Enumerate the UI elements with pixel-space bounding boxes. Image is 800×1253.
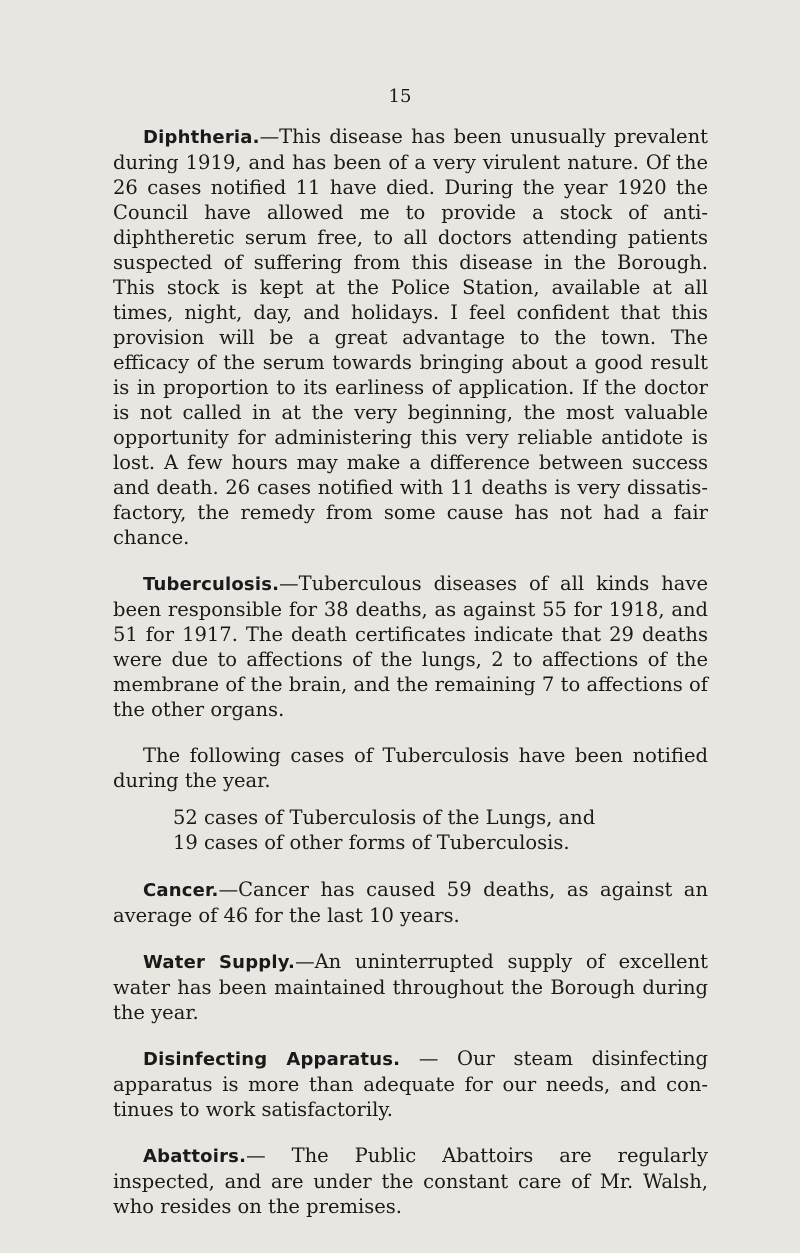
tuberculosis-heading: Tuberculosis. — [143, 574, 280, 595]
page-number: 15 — [388, 86, 412, 107]
list-item: 52 cases of Tuberculosis of the Lungs, and — [173, 806, 596, 829]
disinfecting-text: — Our steam disinfecting apparatus is more than adequate for our needs, and con-tinues to work satisfactorily. — [113, 1047, 708, 1121]
tuberculosis-notified-intro: The following cases of Tuberculosis have been notified during the year. — [113, 744, 708, 792]
tuberculosis-paragraph — [113, 571, 708, 722]
cancer-paragraph — [113, 877, 708, 928]
water-supply-heading: Water Supply. — [143, 952, 296, 973]
abattoirs-paragraph — [113, 1143, 708, 1219]
abattoirs-text: — The Public Abattoirs are regularly inspected, and are under the constant care of Mr. Walsh, who resides on the premises. — [113, 1144, 708, 1218]
tuberculosis-notified-list — [113, 805, 708, 855]
water-supply-paragraph — [113, 949, 708, 1025]
diphtheria-text: —This disease has been unusually prevalent during 1919, and has been of a very virulent nature. Of the 26 cases notified 11 have died. During the year 1920 the Council have allowed me to provide a stock of anti-diphtheretic serum free, to all doctors attending patients suspected of suffering from this disease in the Borough. This stock is kept at the Police Station, available at all times, night, day, and holidays. I feel confident that this provision will be a great advantage to the town. The efficacy of the serum towards bringing about a good result is in proportion to its earliness of application. If the doctor is not called in at the very beginning, the most valuable opportunity for administering this very reliable antidote is lost. A few hours may make a difference between success and death. 26 cases notified with 11 deaths is very dissatis-factory, the remedy from some cause has not had a fair chance. — [113, 125, 708, 549]
disinfecting-heading: Disinfecting Apparatus. — [143, 1049, 401, 1070]
abattoirs-heading: Abattoirs. — [143, 1146, 247, 1167]
cancer-text: —Cancer has caused 59 deaths, as against an average of 46 for the last 10 years. — [113, 878, 708, 927]
document-body — [113, 124, 708, 1240]
diphtheria-paragraph — [113, 124, 708, 550]
tuberculosis-text: —Tuberculous diseases of all kinds have been responsible for 38 deaths, as against 55 for 1918, and 51 for 1917. The death certificates indicate that 29 deaths were due to affections of the lungs, 2 to affections of the membrane of the brain, and the remaining 7 to affections of the other organs. — [113, 572, 708, 721]
disinfecting-paragraph — [113, 1046, 708, 1122]
cancer-heading: Cancer. — [143, 880, 219, 901]
list-item: 19 cases of other forms of Tuberculosis. — [173, 831, 570, 854]
water-supply-text: —An uninterrupted supply of excellent water has been maintained throughout the Borough during the year. — [113, 950, 708, 1024]
diphtheria-heading: Diphtheria. — [143, 127, 260, 148]
